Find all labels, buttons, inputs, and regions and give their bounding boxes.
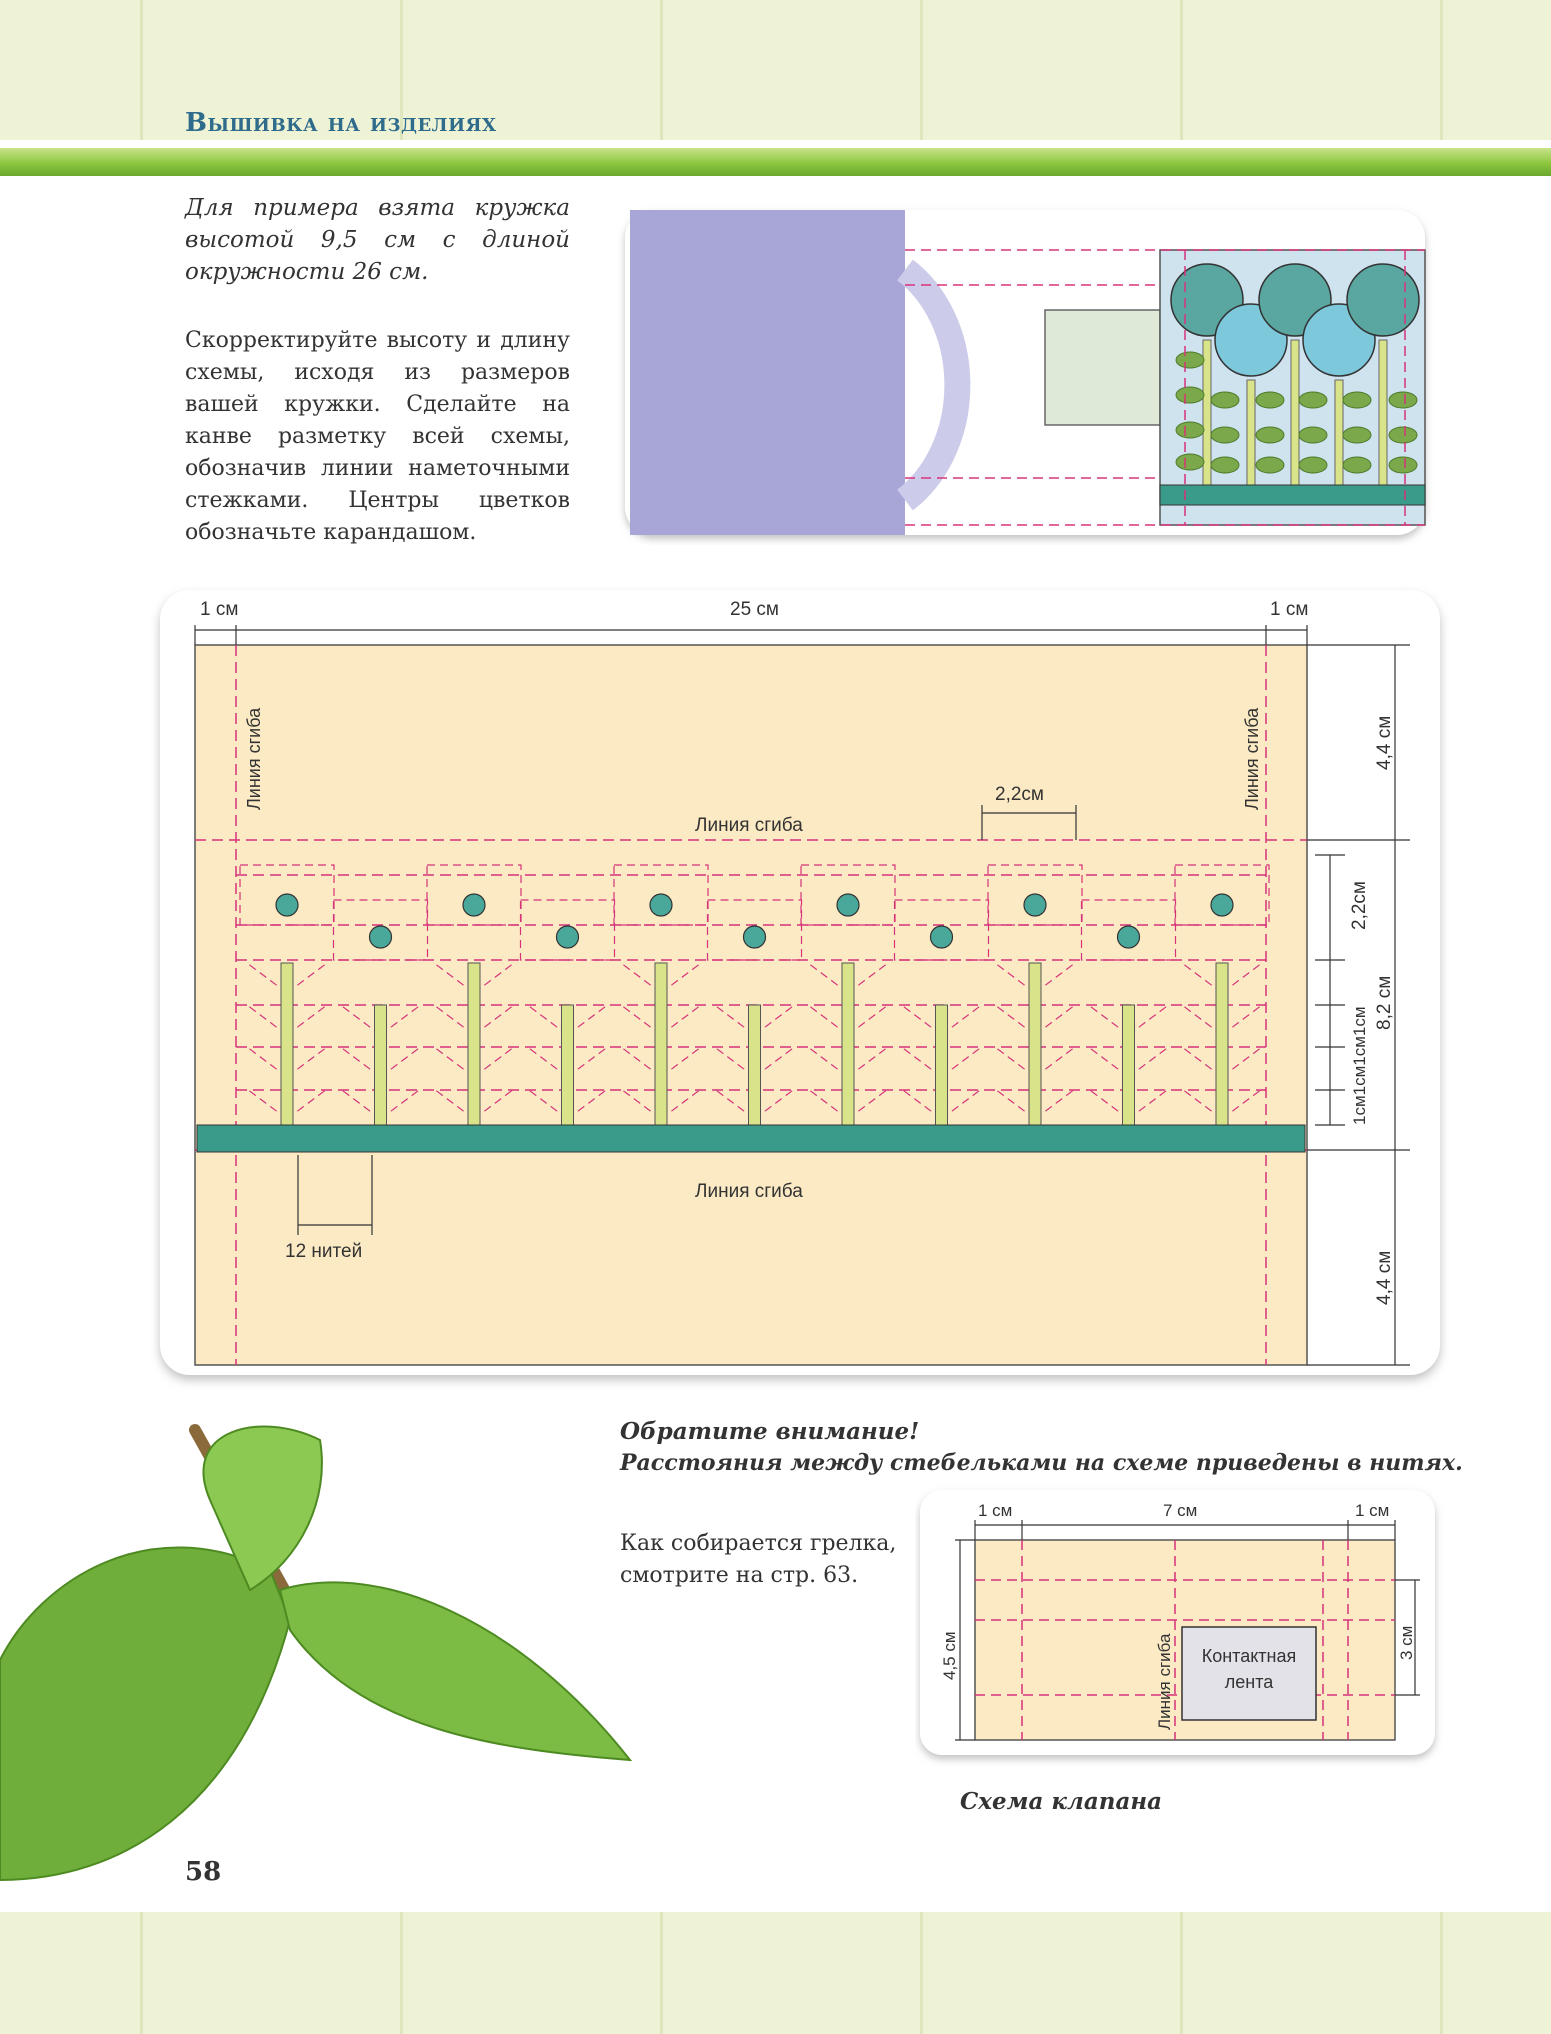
flower-center — [463, 894, 485, 916]
stem — [562, 1005, 574, 1125]
flower-center — [370, 926, 392, 948]
flower-center — [1118, 926, 1140, 948]
page-number: 58 — [185, 1857, 222, 1887]
flap-dim-tape: 3 см — [1397, 1625, 1416, 1660]
dim-right-mid-a: 2,2см — [1349, 881, 1370, 930]
stem — [842, 963, 854, 1125]
base-stripe — [197, 1125, 1305, 1152]
preview-base-stripe — [1160, 485, 1425, 505]
page-header-title: Вышивка на изделиях — [185, 108, 497, 138]
tape-label-line2: лента — [1224, 1672, 1274, 1692]
stem — [936, 1005, 948, 1125]
flap-dim-height: 4,5 см — [940, 1631, 959, 1680]
note-text: Расстояния между стебельками на схеме приведены в нитях. — [620, 1450, 1463, 1476]
fold-label-bottom: Линия сгиба — [695, 1181, 803, 1202]
mint-leaf-large — [0, 1547, 290, 1880]
handle-gap — [1045, 310, 1160, 425]
mint-leaf-right — [280, 1582, 630, 1760]
flap-dim-center: 7 см — [1163, 1501, 1198, 1520]
mint-leaves-illustration — [0, 1410, 640, 1890]
stem — [1216, 963, 1228, 1125]
tape-label-line1: Контактная — [1201, 1646, 1297, 1666]
flower-center — [276, 894, 298, 916]
stem — [1123, 1005, 1135, 1125]
stem — [375, 1005, 387, 1125]
stem — [468, 963, 480, 1125]
flap-scheme — [915, 1480, 1445, 1770]
dim-right-1cm: 1 см — [1270, 599, 1309, 620]
intro-italic-text: Для примера взята кружка высотой 9,5 см с длиной окружности 26 см. — [185, 195, 570, 285]
main-scheme — [150, 585, 1450, 1390]
flower-center — [650, 894, 672, 916]
flap-dim-right: 1 см — [1355, 1501, 1390, 1520]
dim-right-top: 4,4 см — [1374, 715, 1395, 770]
dim-25cm: 25 см — [730, 599, 779, 620]
dim-right-mid-b: 8,2 см — [1374, 975, 1395, 1030]
dim-left-1cm: 1 см — [200, 599, 239, 620]
header-green-bar — [0, 148, 1551, 176]
flower-center — [1024, 894, 1046, 916]
assembly-reference: Как собирается грелка, смотрите на стр. 63. — [620, 1531, 897, 1588]
fold-label-top: Линия сгиба — [695, 815, 803, 836]
flower-center — [557, 926, 579, 948]
intro-instruction-text: Скорректируйте высоту и длину схемы, исходя из размеров вашей кружки. Сделайте на канве разметку всей схемы, обозначив линии наметочными стежками. Центры цветков обозначьте карандашом. — [185, 328, 570, 545]
stem — [281, 963, 293, 1125]
note-title: Обратите внимание! — [620, 1418, 920, 1445]
fold-label-left: Линия сгиба — [244, 707, 264, 810]
stem — [749, 1005, 761, 1125]
flower-center — [931, 926, 953, 948]
flap-dim-left: 1 см — [978, 1501, 1013, 1520]
dim-flower-spacing: 2,2см — [995, 784, 1044, 805]
mug-body — [630, 210, 905, 535]
dim-right-1cm-set: 1см1см1см1см — [1350, 1006, 1369, 1125]
flower-center — [1211, 894, 1233, 916]
flower-center — [837, 894, 859, 916]
flower-center — [744, 926, 766, 948]
flap-fold-label: Линия сгиба — [1155, 1633, 1174, 1730]
threads-label: 12 нитей — [285, 1241, 363, 1262]
bottom-decorative-band — [0, 1912, 1551, 2034]
fold-label-right: Линия сгиба — [1242, 707, 1262, 810]
stem — [655, 963, 667, 1125]
dim-right-bottom: 4,4 см — [1374, 1250, 1395, 1305]
flap-caption: Схема клапана — [960, 1788, 1163, 1815]
stem — [1029, 963, 1041, 1125]
mug-illustration — [615, 200, 1440, 545]
